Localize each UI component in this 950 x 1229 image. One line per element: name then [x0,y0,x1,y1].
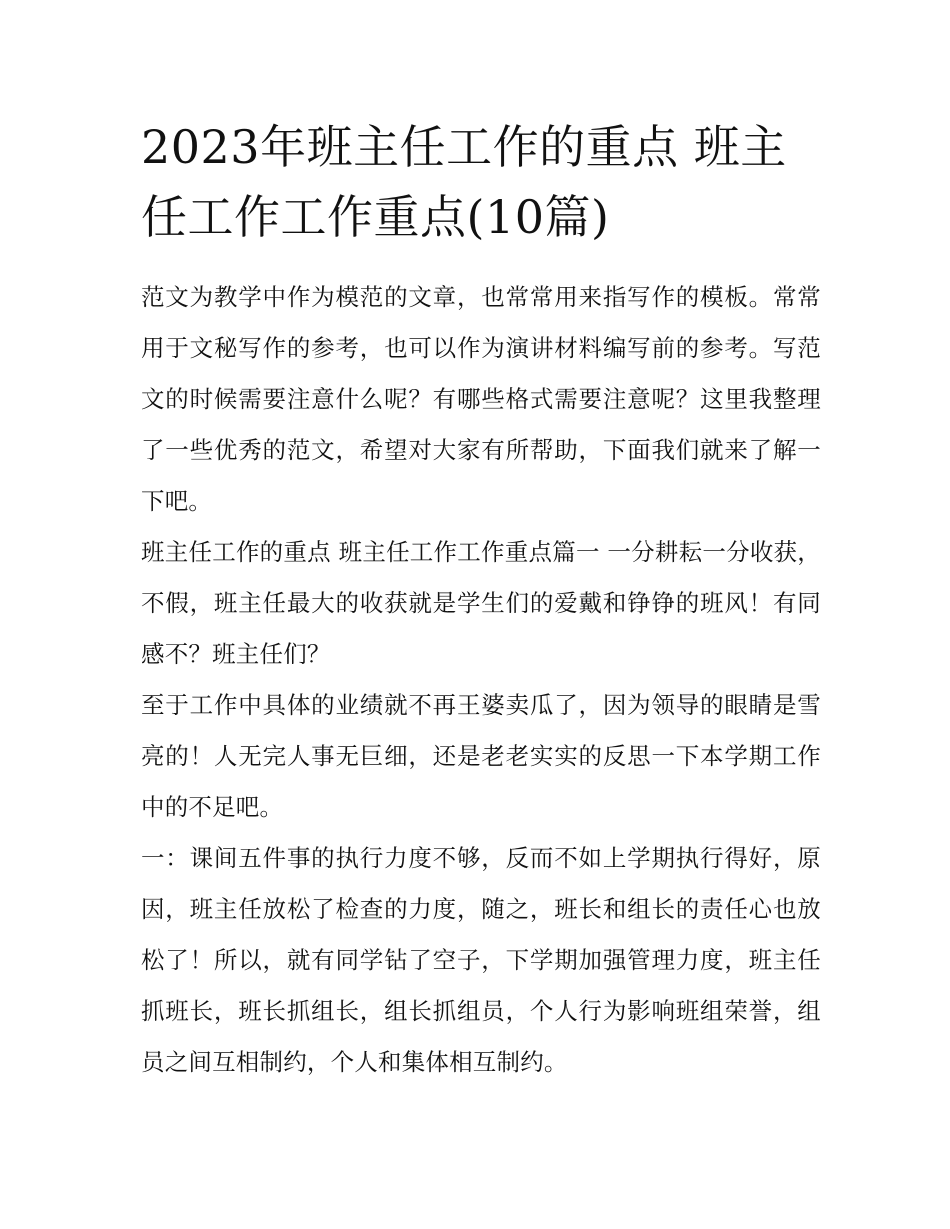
paragraph-point-one: 一：课间五件事的执行力度不够，反而不如上学期执行得好，原因，班主任放松了检查的力度，随之，班长和组长的责任心也放松了！所以，就有同学钻了空子，下学期加强管理力度，班主任抓班长，班长抓组长，组长抓组员，个人行为影响班组荣誉，组员之间互相制约，个人和集体相互制约。 [141,844,821,1076]
document-body [141,272,821,1088]
paragraph-intro: 范文为教学中作为模范的文章，也常常用来指写作的模板。常常用于文秘写作的参考，也可以作为演讲材料编写前的参考。写范文的时候需要注意什么呢？有哪些格式需要注意呢？这里我整理了一些优秀的范文，希望对大家有所帮助，下面我们就来了解一下吧。 [141,283,821,515]
paragraph-part-one-heading: 班主任工作的重点 班主任工作工作重点篇一 一分耕耘一分收获，不假，班主任最大的收获就是学生们的爱戴和铮铮的班风！有同感不？班主任们？ [141,538,821,668]
document-page [141,112,821,1088]
paragraph-reflection: 至于工作中具体的业绩就不再王婆卖瓜了，因为领导的眼睛是雪亮的！人无完人事无巨细，还是老老实实的反思一下本学期工作中的不足吧。 [141,691,821,821]
document-title: 2023年班主任工作的重点 班主任工作工作重点(10篇) [141,120,787,244]
